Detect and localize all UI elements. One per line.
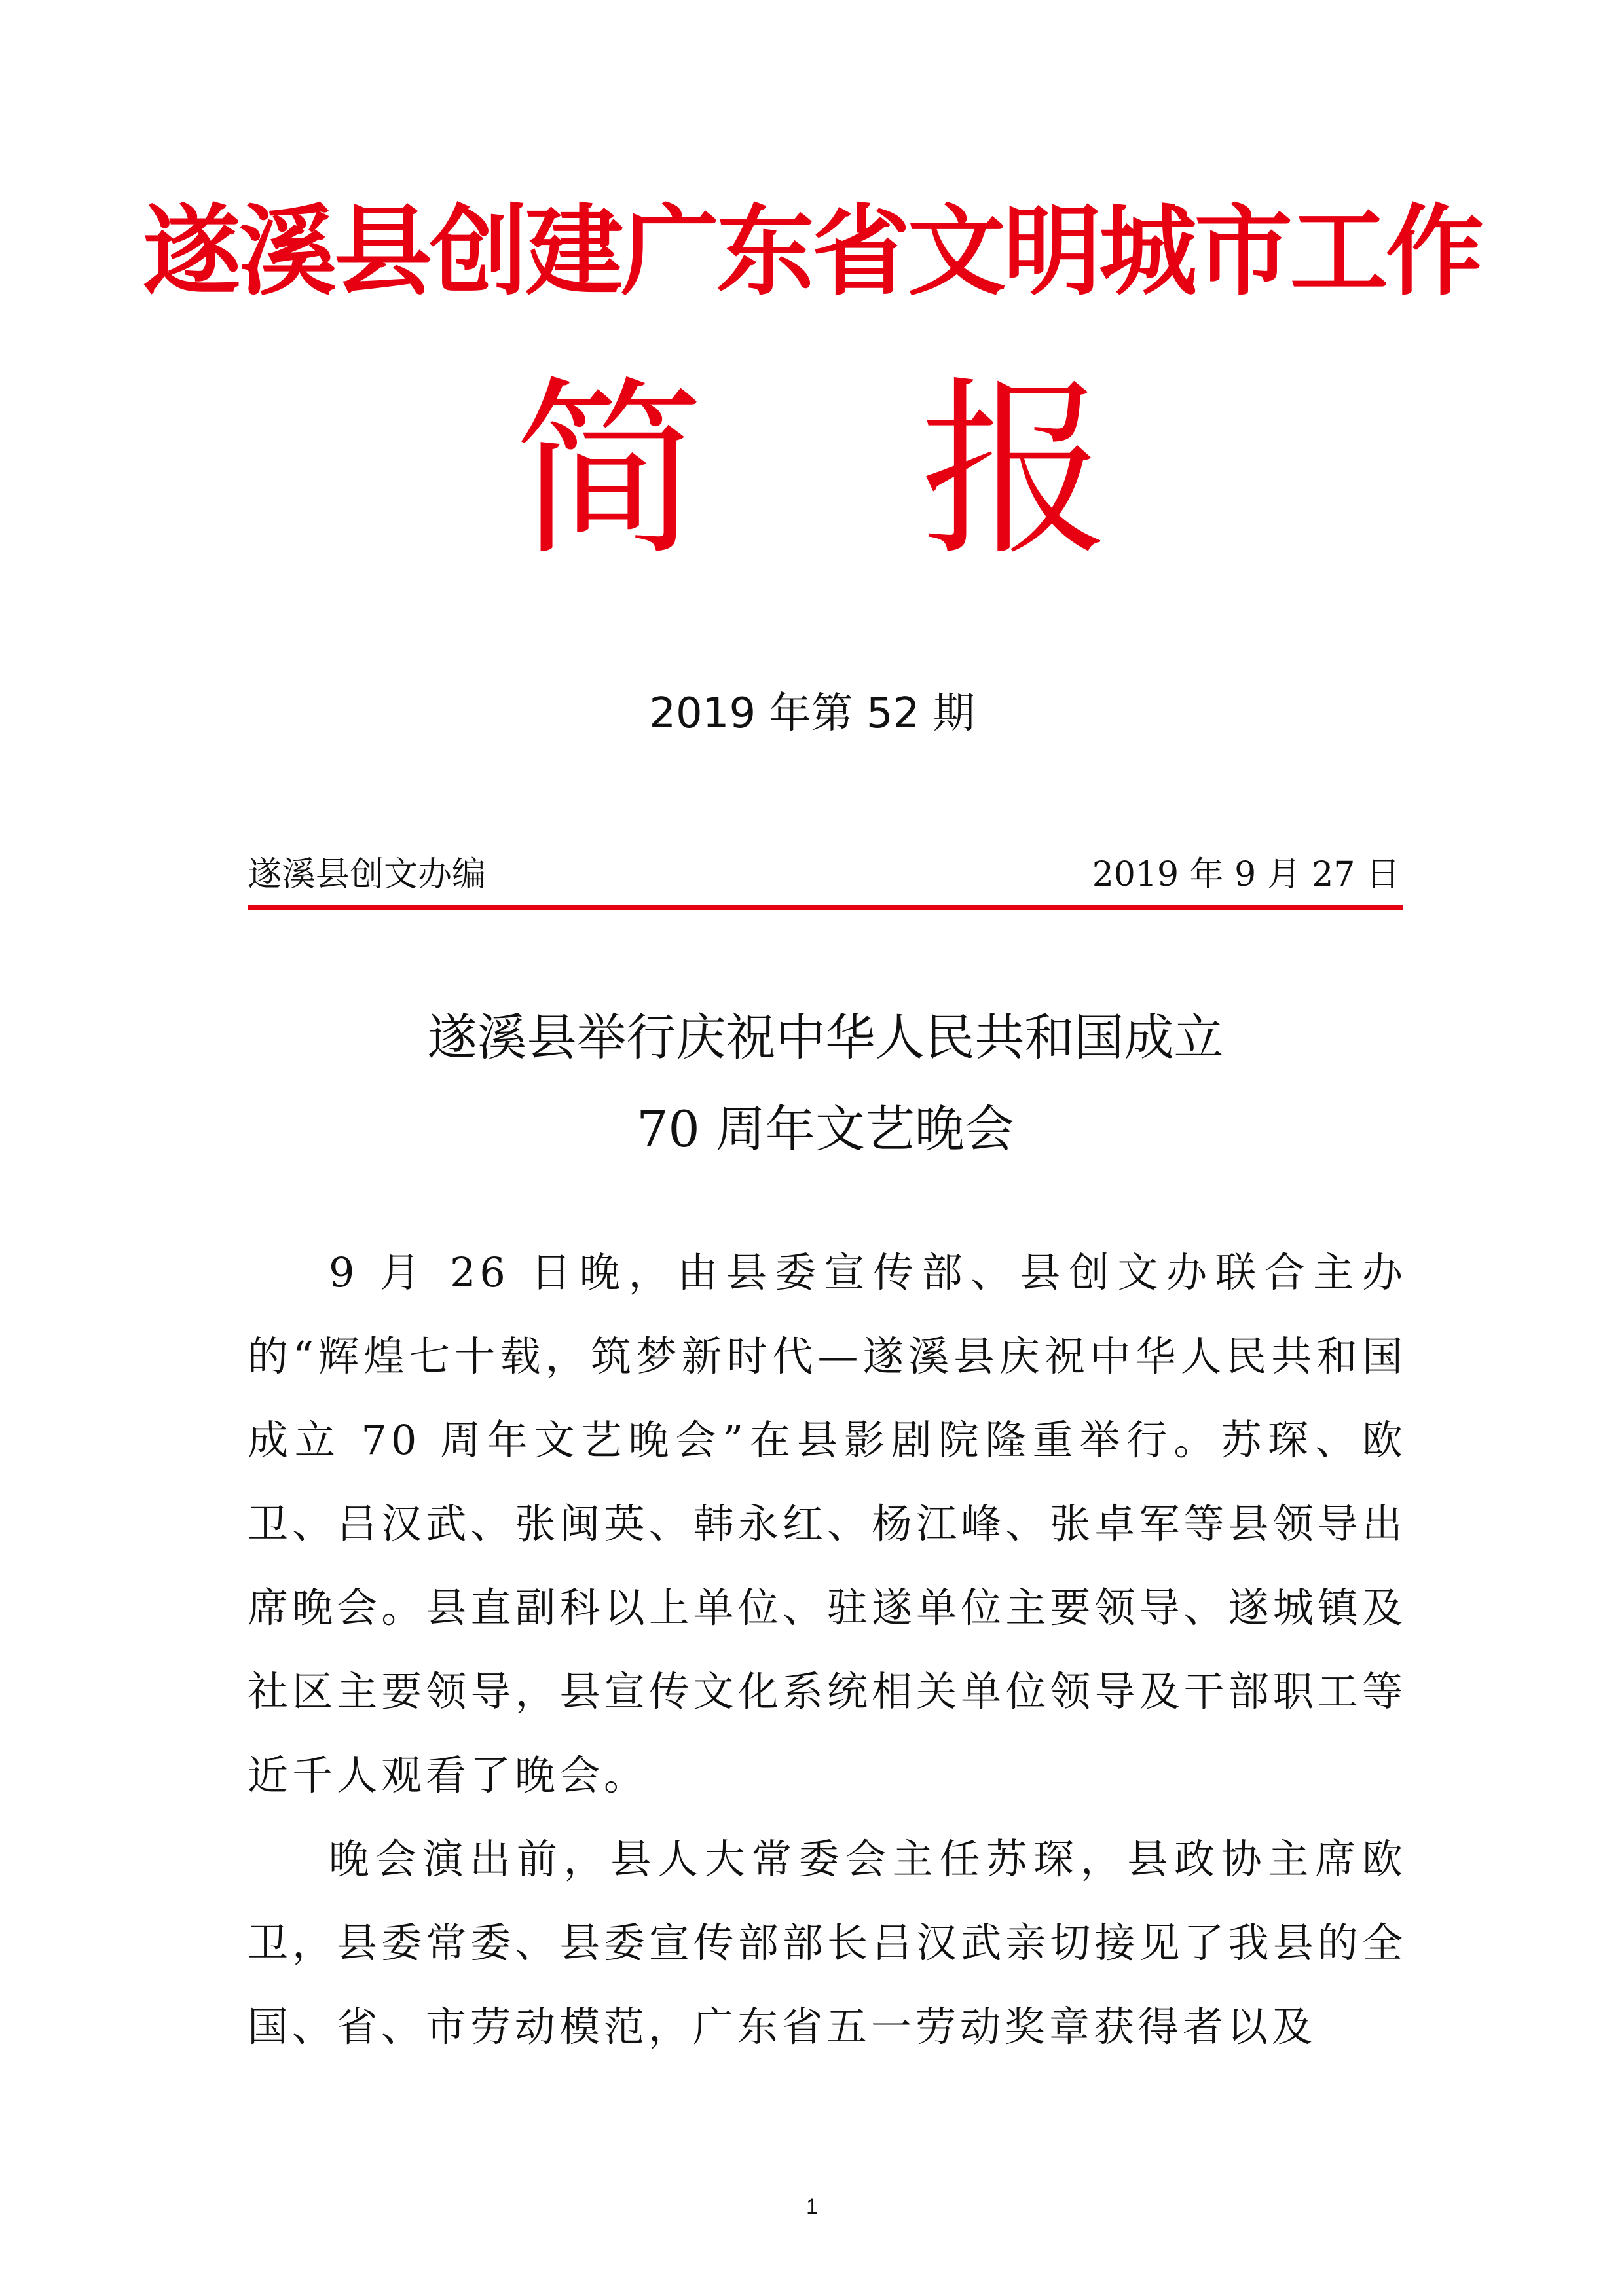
paragraph: 9 月 26 日晚，由县委宣传部、县创文办联合主办的“辉煌七十载，筑梦新时代—遂溪县庆祝中华人民共和国成立 70 周年文艺晚会”在县影剧院隆重举行。苏琛、欧卫、吕汉武、张闽英、韩永红、杨江峰、张卓军等县领导出席晚会。县直副科以上单位、驻遂单位主要领导、遂城镇及社区主要领导，县宣传文化系统相关单位领导及干部职工等近千人观看了晚会。	[248, 1248, 1407, 1799]
masthead-brief-char-2: 报	[920, 361, 1110, 581]
masthead-brief	[0, 363, 1624, 579]
paragraph: 晚会演出前，县人大常委会主任苏琛，县政协主席欧卫，县委常委、县委宣传部部长吕汉武亲切接见了我县的全国、省、市劳动模范，广东省五一劳动奖章获得者以及	[248, 1835, 1407, 2050]
article-title-line-2: 70 周年文艺晚会	[637, 1100, 1014, 1158]
article-body	[248, 1231, 1407, 2069]
editor-label: 遂溪县创文办编	[248, 855, 487, 894]
meta-row	[248, 851, 1400, 898]
article-title	[248, 992, 1403, 1175]
red-divider	[248, 905, 1403, 910]
page-number: 1	[806, 2195, 818, 2218]
publish-date: 2019 年 9 月 27 日	[1092, 855, 1400, 894]
masthead-brief-char-1: 简	[514, 361, 704, 581]
masthead-title: 遂溪县创建广东省文明城市工作	[142, 195, 1481, 309]
article-title-line-1: 遂溪县举行庆祝中华人民共和国成立	[427, 1008, 1224, 1066]
issue-number: 2019 年第 52 期	[649, 689, 975, 738]
